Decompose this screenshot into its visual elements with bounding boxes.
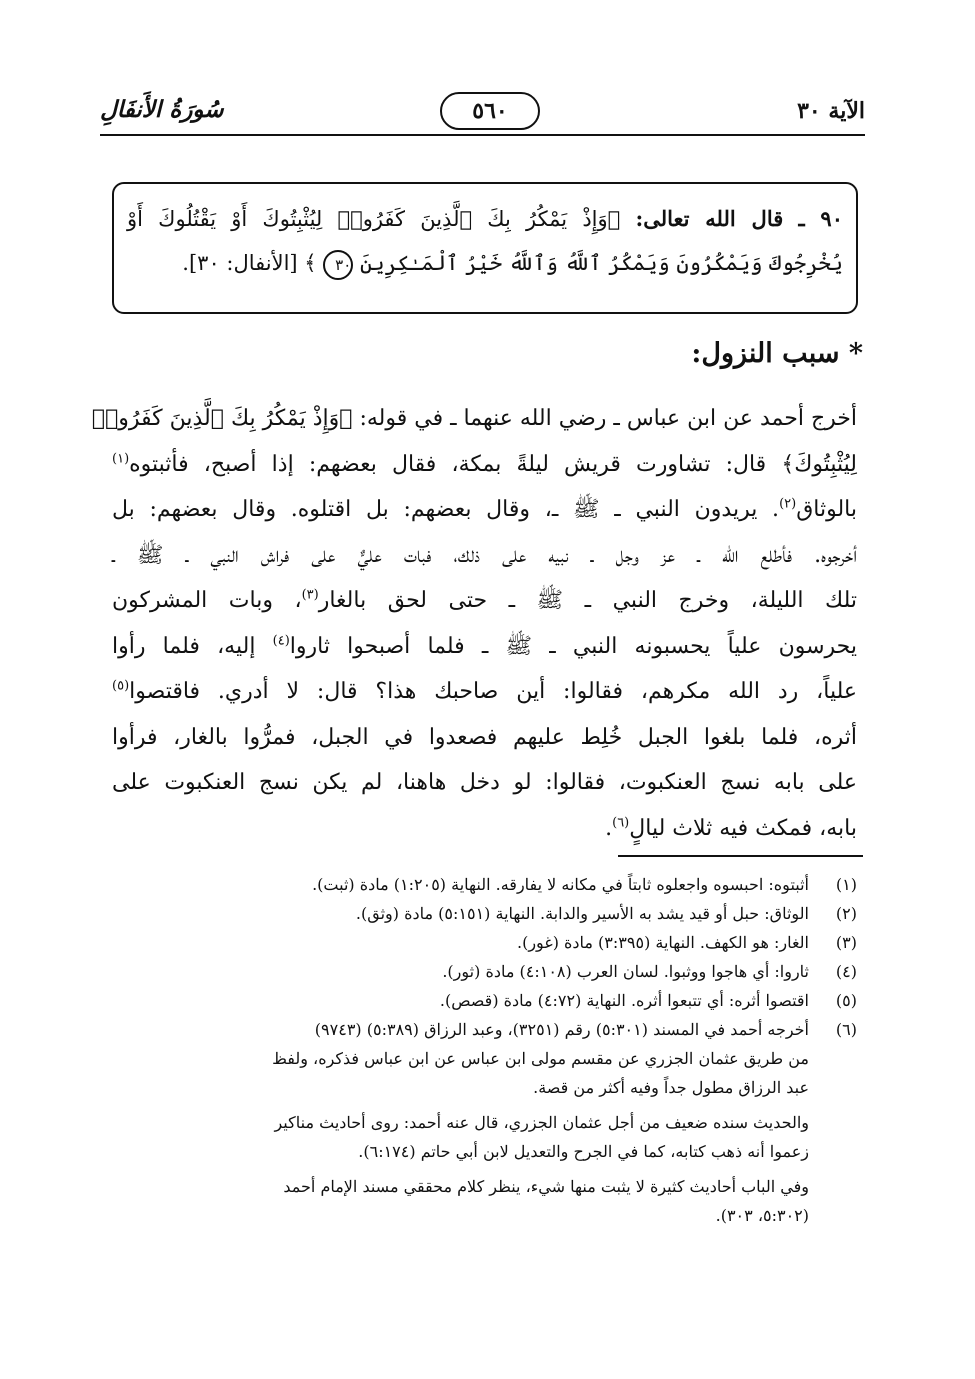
verse-line-1	[127, 197, 843, 241]
body-line	[112, 806, 857, 852]
footnote-text: عبد الرزاق مطول جداً وفيه أكثر من قصة.	[533, 1078, 809, 1097]
footnote-ref[interactable]: (٤)	[272, 633, 290, 649]
footnote-text: أثبتوه: احبسوه واجعلوه ثابتاً في مكانه لا يفارقه. النهاية (١:٢٠٥) مادة (ثبت).	[312, 875, 809, 894]
body-line	[112, 442, 857, 488]
body-text-run: أثره، فلما بلغوا الجبل خُلِط عليهم فصعدوا في الجبل، فمرُّوا بالغار، فرأوا	[112, 724, 857, 750]
body-line	[91, 396, 857, 442]
footnote-number: (١)	[835, 875, 857, 894]
footnotes	[112, 870, 857, 1230]
footnote-number: (٢)	[835, 904, 857, 923]
verse-box	[112, 182, 858, 314]
body-text-run: إليه، فلما رأوا	[112, 633, 273, 659]
body-text-run: .	[605, 815, 613, 841]
footnote-text: الوثاق: حبل أو قيد يشد به الأسير والدابة. النهاية (٥:١٥١) مادة (وثق).	[355, 904, 809, 923]
footnote-number: (٤)	[835, 962, 857, 981]
header-rule	[100, 134, 865, 136]
surah-name: سُورَةُ الأَنفَالِ	[100, 96, 224, 123]
body-line	[112, 760, 857, 806]
verse-number: ٩٠ ـ	[798, 206, 843, 231]
page-number: ٥٦٠	[440, 92, 540, 130]
verse-text-2: يُخْرِجُوكَ وَيَمْكُرُونَ وَيَمْكُرُ ٱللَّهُ وَٱللَّهُ خَيْرُ ٱلْمَـٰكِرِينَ	[359, 251, 843, 275]
footnote-number: (٣)	[835, 933, 857, 952]
body-text	[91, 396, 857, 851]
footnote-separator	[618, 855, 863, 857]
footnote-number: (٥)	[835, 991, 857, 1010]
footnote-text: من طريق عثمان الجزري عن مقسم مولى ابن عباس عن ابن عباس فذكره، ولفظ	[272, 1049, 809, 1068]
footnote-number: (٦)	[835, 1020, 857, 1039]
footnote-text: ثاروا: أي هاجوا ووثبوا. لسان العرب (٤:١٠٨) مادة (ثور).	[442, 962, 809, 981]
footnote-note: زعموا أنه ذهب كتابه، كما في الجرح والتعديل لابن أبي حاتم (٦:١٧٤).	[358, 1142, 809, 1161]
body-text-run: لِيُثْبِتُوكَ﴾ قال: تشاورت قريش ليلةً بمكة، فقال بعضهم: إذا أصبح، فأثبتوه	[129, 451, 857, 477]
body-line	[112, 533, 857, 579]
verse-text-1: ﴿وَإِذْ يَمْكُرُ بِكَ ٱلَّذِينَ كَفَرُوا۟ لِيُثْبِتُوكَ أَوْ يَقْتُلُوكَ أَوْ	[127, 207, 621, 231]
footnote-ref[interactable]: (٣)	[301, 587, 319, 603]
body-text-run: ، وبات المشركون	[112, 588, 302, 613]
body-text-run: بالوثاق	[796, 497, 857, 522]
body-text-run: أخرجوه. فأطلع الله ـ عز وجل ـ نبيه على ذلك، فبات عليٌّ على فراش النبي ـ ﷺ ـ	[112, 542, 857, 568]
body-line	[112, 578, 857, 624]
footnote-item	[112, 928, 857, 957]
footnote-item	[112, 870, 857, 899]
footnote-ref[interactable]: (٦)	[612, 815, 630, 831]
footnote-ref[interactable]: (١)	[112, 451, 130, 467]
footnote-item	[112, 899, 857, 928]
footnote-item	[112, 1015, 857, 1102]
footnote-item	[112, 986, 857, 1015]
body-line	[112, 487, 857, 533]
body-text-run: . يريدون النبي ـ ﷺ ـ، وقال بعضهم: بل اقتلوه. وقال بعضهم: بل	[112, 497, 780, 522]
ayah-number-mark: ٣٠	[323, 250, 353, 280]
body-text-run: على بابه نسج العنكبوت، فقالوا: لو دخل هاهنا، لم يكن نسج العنكبوت على	[112, 770, 857, 795]
verse-reference: الآية ٣٠	[797, 98, 865, 124]
footnote-item	[112, 957, 857, 986]
footnote-ref[interactable]: (٥)	[112, 678, 130, 694]
verse-intro: قال الله تعالى:	[635, 206, 784, 231]
body-text-run: بابه، فمكث فيه ثلاث ليالٍ	[629, 815, 857, 841]
footnote-ref[interactable]: (٢)	[779, 496, 797, 512]
verse-line-2	[127, 241, 843, 285]
footnote-note: وفي الباب أحاديث كثيرة لا يثبت منها شيء، ينظر كلام محققي مسند الإمام أحمد	[283, 1177, 809, 1196]
section-heading: * سبب النزول:	[691, 338, 863, 369]
body-line	[112, 669, 857, 715]
body-text-run: علياً، رد الله مكرهم، فقالوا: أين صاحبك هذا؟ قال: لا أدري. فاقتصوا	[129, 679, 857, 704]
footnote-note: (٥:٣٠٢، ٣٠٣).	[715, 1206, 809, 1225]
body-text-run: يحرسون علياً يحسبونه النبي ـ ﷺ ـ فلما أصبحوا ثاروا	[289, 633, 857, 659]
footnote-text: اقتصوا أثره: أي تتبعوا أثره. النهاية (٤:٧٢) مادة (قصص).	[439, 991, 809, 1010]
body-line	[112, 715, 857, 761]
body-text-run: أخرج أحمد عن ابن عباس ـ رضي الله عنهما ـ في قوله: ﴿وَإِذْ يَمْكُرُ بِكَ ٱلَّذِينَ كَفَرُوا۟	[91, 406, 857, 431]
body-line	[112, 624, 857, 670]
body-text-run: تلك الليلة، وخرج النبي ـ ﷺ ـ حتى لحق بالغار	[318, 588, 857, 613]
page-header	[100, 92, 865, 142]
footnote-note: والحديث سنده ضعيف من أجل عثمان الجزري، قال عنه أحمد: روى أحاديث مناكير	[274, 1113, 809, 1132]
footnote-text: الغار: هو الكهف. النهاية (٣:٣٩٥) مادة (غور).	[517, 933, 809, 952]
footnote-text: أخرجه أحمد في المسند (٥:٣٠١) رقم (٣٢٥١)، وعبد الرزاق (٥:٣٨٩) (٩٧٤٣)	[314, 1020, 809, 1039]
verse-source-ref: ﴾ [الأنفال: ٣٠].	[182, 251, 317, 275]
